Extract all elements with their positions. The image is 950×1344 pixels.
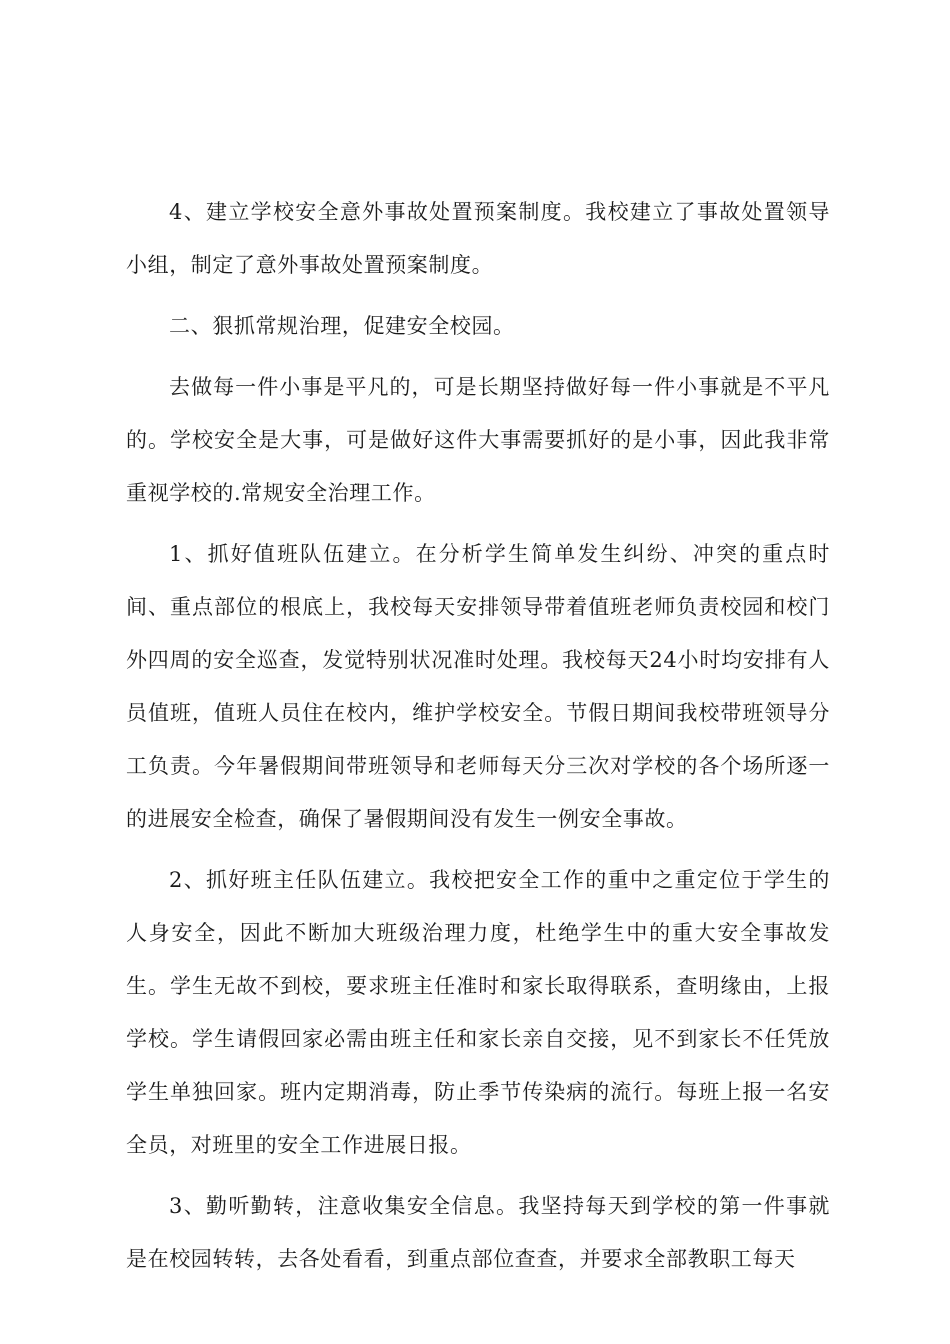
paragraph-safety-info: 3、勤听勤转，注意收集安全信息。我坚持每天到学校的第一件事就是在校园转转，去各处看看，到重点部位查查，并要求全部教职工每天 (126, 1194, 830, 1271)
paragraph-small-things: 去做每一件小事是平凡的，可是长期坚持做好每一件小事就是不平凡的。学校安全是大事，可是做好这件大事需要抓好的是小事，因此我非常重视学校的.常规安全治理工作。 (126, 375, 830, 505)
paragraph-accident-plan: 4、建立学校安全意外事故处置预案制度。我校建立了事故处置领导小组，制定了意外事故处置预案制度。 (126, 200, 830, 277)
paragraph-class-teacher-team: 2、抓好班主任队伍建立。我校把安全工作的重中之重定位于学生的人身安全，因此不断加大班级治理力度，杜绝学生中的重大安全事故发生。学生无故不到校，要求班主任准时和家长取得联系，查明缘由，上报学校。学生请假回家必需由班主任和家长亲自交接，见不到家长不任凭放学生单独回家。班内定期消毒，防止季节传染病的流行。每班上报一名安全员，对班里的安全工作进展日报。 (126, 868, 830, 1157)
section-heading-routine-management: 二、狠抓常规治理，促建安全校园。 (169, 314, 515, 338)
document-body (126, 186, 830, 1294)
paragraph-duty-team: 1、抓好值班队伍建立。在分析学生简单发生纠纷、冲突的重点时间、重点部位的根底上，我校每天安排领导带着值班老师负责校园和校门外四周的安全巡查，发觉特别状况准时处理。我校每天24小时均安排有人员值班，值班人员住在校内，维护学校安全。节假日期间我校带班领导分工负责。今年暑假期间带班领导和老师每天分三次对学校的各个场所逐一的进展安全检查，确保了暑假期间没有发生一例安全事故。 (126, 542, 830, 831)
